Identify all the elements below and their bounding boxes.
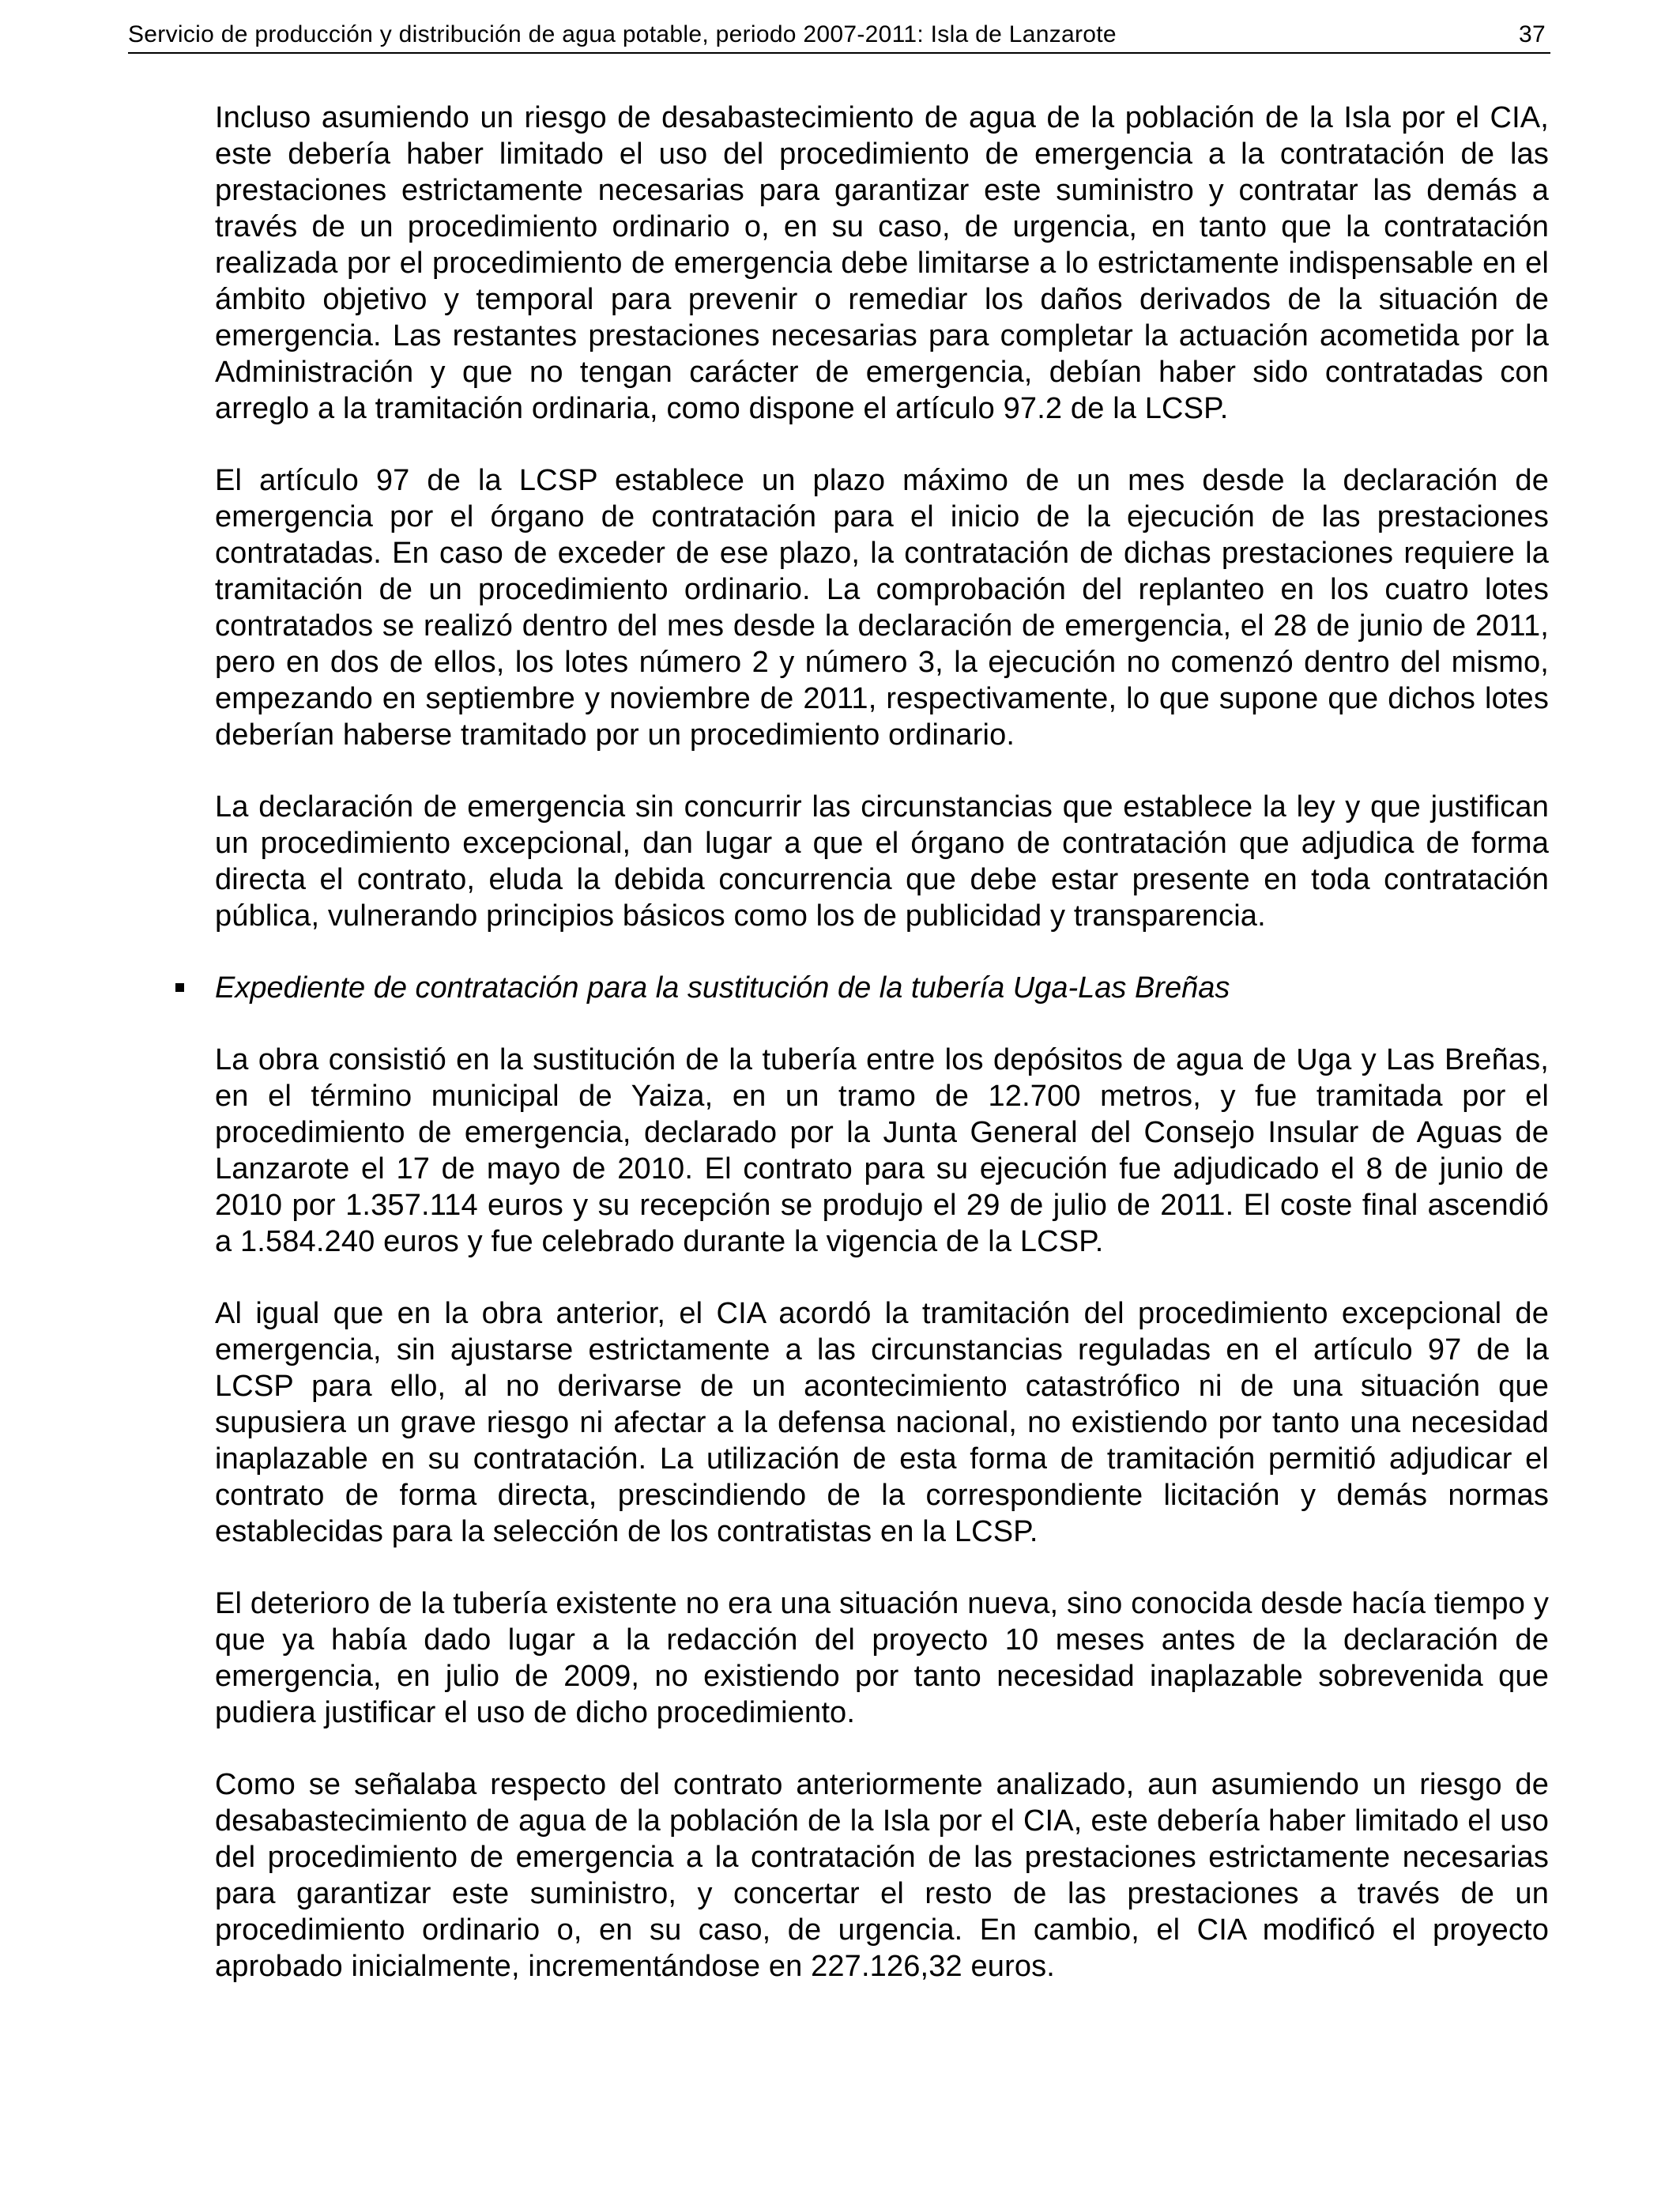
document-body xyxy=(215,100,1549,2020)
running-header xyxy=(128,17,1550,54)
paragraph: Incluso asumiendo un riesgo de desabastecimiento de agua de la población de la Isla por el CIA, este debería haber limitado el uso del procedimiento de emergencia a la contratación de las prestaciones estrictamente necesarias para garantizar este suministro y contratar las demás a través de un procedimiento ordinario o, en su caso, de urgencia, en tanto que la contratación realizada por el procedimiento de emergencia debe limitarse a lo estrictamente indispensable en el ámbito objetivo y temporal para prevenir o remediar los daños derivados de la situación de emergencia. Las restantes prestaciones necesarias para completar la actuación acometida por la Administración y que no tengan carácter de emergencia, debían haber sido contratadas con arreglo a la tramitación ordinaria, como dispone el artículo 97.2 de la LCSP. xyxy=(215,101,1549,425)
paragraph: El artículo 97 de la LCSP establece un plazo máximo de un mes desde la declaración de emergencia por el órgano de contratación para el inicio de la ejecución de las prestaciones contratadas. En caso de exceder de ese plazo, la contratación de dichas prestaciones requiere la tramitación de un procedimiento ordinario. La comprobación del replanteo en los cuatro lotes contratados se realizó dentro del mes desde la declaración de emergencia, el 28 de junio de 2011, pero en dos de ellos, los lotes número 2 y número 3, la ejecución no comenzó dentro del mismo, empezando en septiembre y noviembre de 2011, respectivamente, lo que supone que dichos lotes deberían haberse tramitado por un procedimiento ordinario. xyxy=(215,464,1549,752)
paragraph: El deterioro de la tubería existente no era una situación nueva, sino conocida desde hacía tiempo y que ya había dado lugar a la redacción del proyecto 10 meses antes de la declaración de emergencia, en julio de 2009, no existiendo por tanto necesidad inaplazable sobrevenida que pudiera justificar el uso de dicho procedimiento. xyxy=(215,1587,1549,1729)
paragraph: La declaración de emergencia sin concurrir las circunstancias que establece la ley y que justifican un procedimiento excepcional, dan lugar a que el órgano de contratación que adjudica de forma directa el contrato, eluda la debida concurrencia que debe estar presente en toda contratación pública, vulnerando principios básicos como los de publicidad y transparencia. xyxy=(215,790,1549,933)
header-title: Servicio de producción y distribución de agua potable, periodo 2007-2011: Isla de Lanzarote xyxy=(128,21,1117,47)
paragraph: La obra consistió en la sustitución de la tubería entre los depósitos de agua de Uga y Las Breñas, en el término municipal de Yaiza, en un tramo de 12.700 metros, y fue tramitada por el procedimiento de emergencia, declarado por la Junta General del Consejo Insular de Aguas de Lanzarote el 17 de mayo de 2010. El contrato para su ejecución fue adjudicado el 8 de junio de 2010 por 1.357.114 euros y su recepción se produjo el 29 de julio de 2011. El coste final ascendió a 1.584.240 euros y fue celebrado durante la vigencia de la LCSP. xyxy=(215,1043,1549,1258)
paragraph: Como se señalaba respecto del contrato anteriormente analizado, aun asumiendo un riesgo de desabastecimiento de agua de la población de la Isla por el CIA, este debería haber limitado el uso del procedimiento de emergencia a la contratación de las prestaciones estrictamente necesarias para garantizar este suministro, y concertar el resto de las prestaciones a través de un procedimiento ordinario o, en su caso, de urgencia. En cambio, el CIA modificó el proyecto aprobado inicialmente, incrementándose en 227.126,32 euros. xyxy=(215,1768,1549,1983)
page-number: 37 xyxy=(1519,21,1546,47)
square-bullet-icon xyxy=(175,983,184,992)
bullet-heading-text: Expediente de contratación para la sustitución de la tubería Uga-Las Breñas xyxy=(215,971,1230,1005)
paragraph: Al igual que en la obra anterior, el CIA acordó la tramitación del procedimiento excepcional de emergencia, sin ajustarse estrictamente a las circunstancias reguladas en el artículo 97 de la LCSP para ello, al no derivarse de un acontecimiento catastrófico ni de una situación que supusiera un grave riesgo ni afectar a la defensa nacional, no existiendo por tanto una necesidad inaplazable en su contratación. La utilización de esta forma de tramitación permitió adjudicar el contrato de forma directa, prescindiendo de la correspondiente licitación y demás normas establecidas para la selección de los contratistas en la LCSP. xyxy=(215,1297,1549,1548)
section-bullet-heading xyxy=(215,970,1549,1006)
